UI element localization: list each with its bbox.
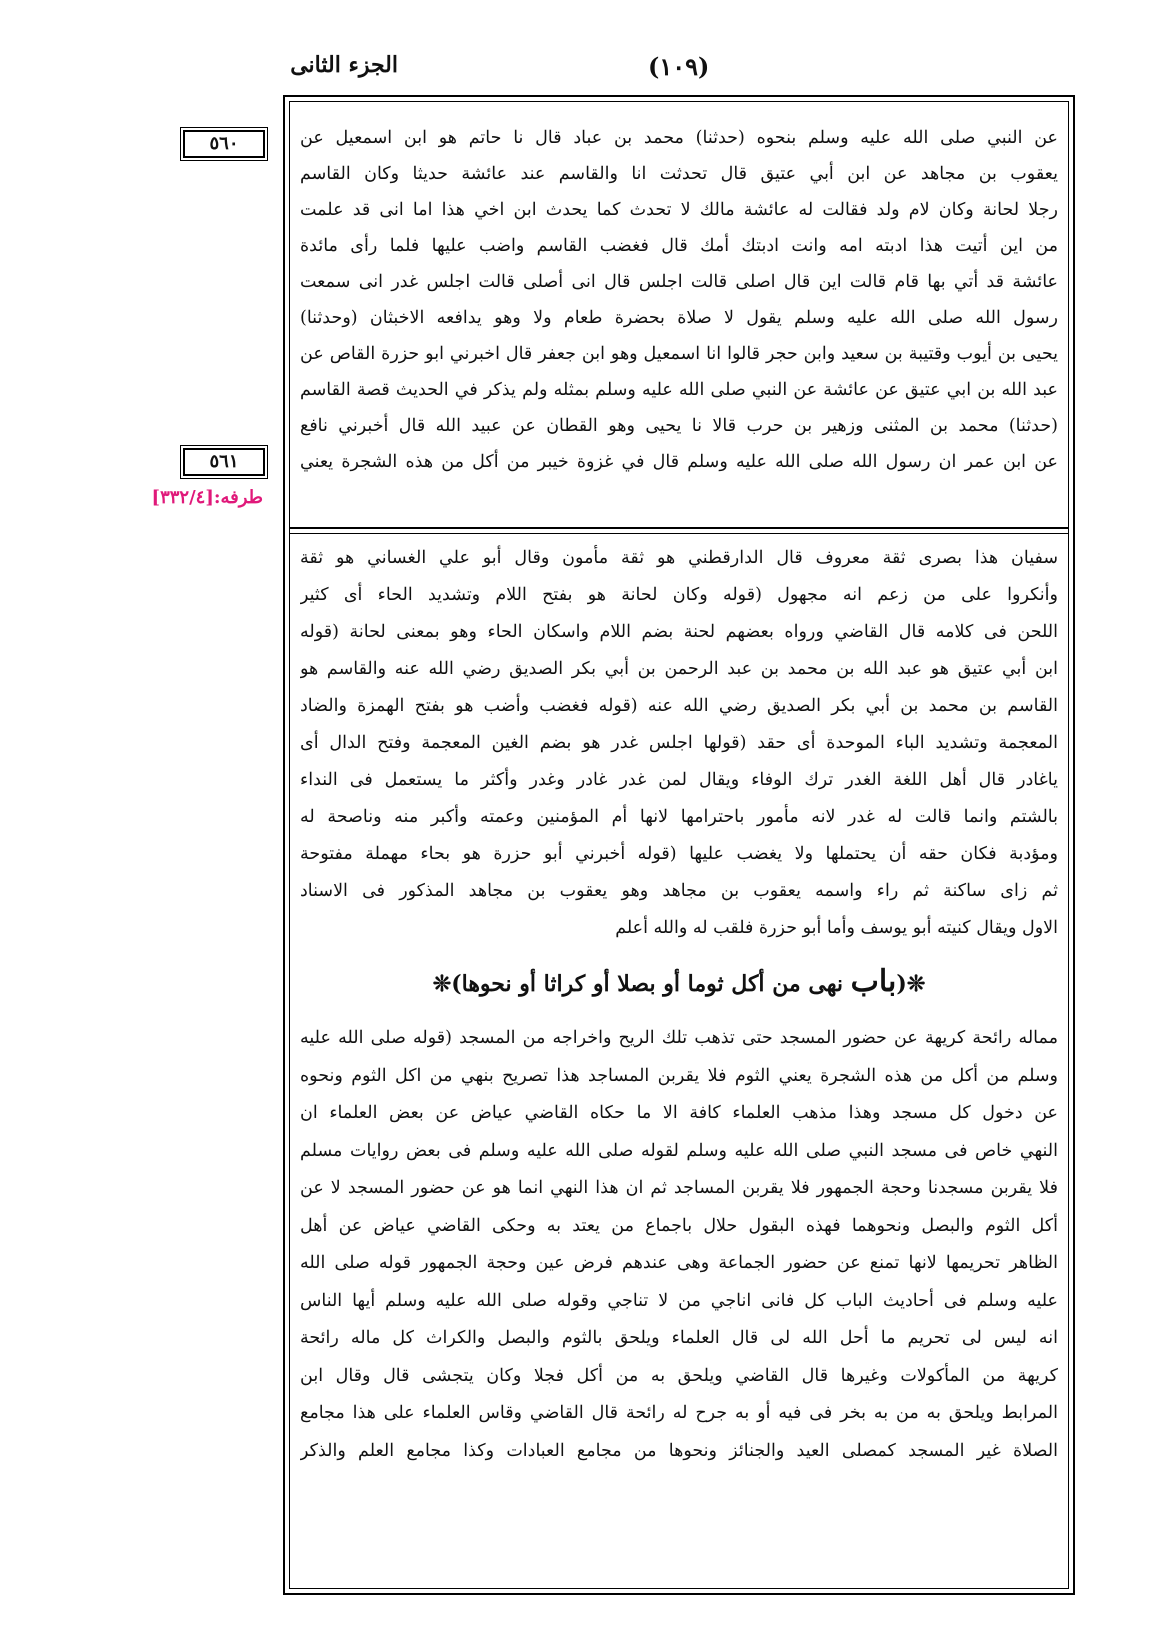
text-line: سفيان هذا بصرى ثقة معروف قال الدارقطني هو ثقة مأمون وقال أبو علي الغساني هو ثقة xyxy=(300,548,1058,568)
text-line: الصلاة غير المسجد كمصلى العيد والجنائز ونحوها من مجامع العبادات وكذا مجامع العلم والذكر xyxy=(300,1440,1058,1461)
text-line: النهي خاص فى مسجد النبي صلى الله عليه وسلم لقوله صلى الله عليه وسلم فى بعض روايات مسلم xyxy=(300,1140,1058,1161)
page-number: (١٠٩) xyxy=(648,52,710,81)
chapter-label: باب xyxy=(850,964,897,999)
text-line: رجلا لحانة وكان لام ولد فقالت له عائشة مالك لا تحدث كما يحدث ابن اخي هذا اما انى قد علمت xyxy=(300,200,1058,220)
commentary-text xyxy=(300,540,1058,947)
text-line: مماله رائحة كريهة عن حضور المسجد حتى تذهب تلك الريح واخراجه من المسجد (قوله صلى الله عليه xyxy=(300,1028,1058,1048)
ornament-icon: ❊ xyxy=(432,971,452,997)
hadith-number-badge: ٥٦٠ xyxy=(183,130,265,158)
text-line: عبد الله بن ابي عتيق عن عائشة عن النبي صلى الله عليه وسلم بمثله ولم يذكر في الحديث قصة القاسم xyxy=(300,380,1058,400)
text-line: انه ليس لى تحريم ما أحل الله لى قال العلماء ويلحق بالثوم والبصل والكراث كل ماله رائحة xyxy=(300,1328,1058,1348)
text-line: عائشة قد أتي بها قام قالت اين قال اصلى قالت اجلس قال انى أصلى قالت اجلس غدر انى سمعت xyxy=(300,272,1058,292)
text-line: وسلم من أكل من هذه الشجرة يعني الثوم فلا يقربن المساجد هذا تصريح بنهي من اكل الثوم ونحوه xyxy=(300,1065,1058,1086)
text-line: عن دخول كل مسجد وهذا مذهب العلماء كافة الا ما حكاه القاضي عياض عن بعض العلماء ان xyxy=(300,1103,1058,1123)
text-line: ومؤدبة فكان حقه أن يحتملها ولا يغضب عليها (قوله أخبرني أبو حزرة هو بحاء مهملة مفتوحة xyxy=(300,844,1058,864)
text-line: القاسم بن محمد بن أبي بكر الصديق رضي الله عنه (قوله فغضب وأضب هو بفتح الهمزة والضاد xyxy=(300,696,1058,716)
text-line: يحيى بن أيوب وقتيبة بن سعيد وابن حجر قالوا انا اسمعيل وهو ابن جعفر قال اخبرني ابو حزرة القاص عن xyxy=(300,344,1058,364)
text-line: ثم زاى ساكنة ثم راء واسمه يعقوب بن مجاهد وهو يعقوب بن مجاهد المذكور فى الاسناد xyxy=(300,881,1058,901)
section-divider xyxy=(289,527,1069,529)
text-line: وأنكروا على من زعم انه مجهول (قوله وكان لحانة هو بفتح اللام وتشديد الحاء أى كثير xyxy=(300,585,1058,605)
text-line: كريهة من المأكولات وغيرها قال القاضي ويلحق به من أكل فجلا وكان يتجشى قال وقال ابن xyxy=(300,1365,1058,1386)
commentary-text xyxy=(300,1020,1058,1470)
text-line: ياغادر قال أهل اللغة الغدر ترك الوفاء ويقال لمن غدر غادر وغدر وأكثر ما يستعمل فى النداء xyxy=(300,770,1058,790)
taraf-reference: طرفه:[٣٣٢/٤] xyxy=(151,487,263,508)
margin-sidebar xyxy=(0,0,270,1638)
text-line: الاول ويقال كنيته أبو يوسف وأما أبو حزرة فلقب له والله أعلم xyxy=(615,918,1058,938)
text-line: رسول الله صلى الله عليه وسلم يقول لا صلاة بحضرة طعام ولا وهو يدافعه الاخبثان (وحدثنا) xyxy=(300,308,1058,328)
part-title: الجزء الثانى xyxy=(290,52,398,78)
chapter-title: نهى من أكل ثوما أو بصلا أو كراثا أو نحوها xyxy=(461,971,843,997)
text-line: عليه وسلم فى أحاديث الباب كل فانى اناجي من لا تناجي وقوله صلى الله عليه وسلم أيها الناس xyxy=(300,1290,1058,1311)
text-line: من اين أتيت هذا ادبته امه وانت ادبتك أمك قال فغضب القاسم واضب عليها فلما رأى مائدة xyxy=(300,236,1058,256)
text-line: عن النبي صلى الله عليه وسلم بنحوه (حدثنا) محمد بن عباد قال نا حاتم هو ابن اسمعيل عن xyxy=(300,128,1058,148)
text-line: يعقوب بن مجاهد عن ابن أبي عتيق قال تحدثت انا والقاسم عند عائشة حديثا وكان القاسم xyxy=(300,164,1058,184)
text-line: المرابط ويلحق به من به بخر فى فيه أو به جرح له رائحة قال القاضي وقاس العلماء على هذا مجامع xyxy=(300,1403,1058,1423)
text-line: فلا يقربن مسجدنا وحجة الجمهور فلا يقربن المساجد ثم ان هذا النهي انما هو عن حضور المسجد لا عن xyxy=(300,1178,1058,1198)
hadith-text xyxy=(300,120,1058,480)
hadith-number-badge: ٥٦١ xyxy=(183,448,265,476)
text-line: اللحن فى كلامه قال القاضي ورواه بعضهم لحنة بضم اللام واسكان الحاء وهو بمعنى لحانة (قوله xyxy=(300,622,1058,642)
text-line: عن ابن عمر ان رسول الله صلى الله عليه وسلم قال في غزوة خيبر من أكل من هذه الشجرة يعني xyxy=(300,452,1058,472)
text-line: أكل الثوم والبصل ونحوهما فهذه البقول حلال باجماع من يعتد به وحكى القاضي عياض عن أهل xyxy=(300,1215,1058,1236)
text-line: ابن أبي عتيق هو عبد الله بن محمد بن عبد الرحمن بن أبي بكر الصديق رضي الله عنه والقاسم هو xyxy=(300,659,1058,679)
text-line: الظاهر تحريمها لانها تمنع عن حضور الجماعة وهى عندهم فرض عين وحجة الجمهور قوله صلى الله xyxy=(300,1253,1058,1273)
ornament-icon: ❊ xyxy=(906,971,926,997)
section-divider xyxy=(289,533,1069,534)
text-line: (حدثنا) محمد بن المثنى وزهير بن حرب قالا نا يحيى وهو القطان عن عبيد الله قال أخبرني نافع xyxy=(300,416,1058,436)
text-line: بالشتم وانما قالت له غدر لانه مأمور باحترامها لانها أم المؤمنين وعمته وأكبر منه وناصحة له xyxy=(300,807,1058,827)
chapter-heading: ❊(باب نهى من أكل ثوما أو بصلا أو كراثا أو نحوها)❊ xyxy=(432,964,926,999)
text-line: المعجمة وتشديد الباء الموحدة أى حقد (قولها اجلس غدر هو بضم الغين المعجمة وفتح الدال أى xyxy=(300,733,1058,753)
